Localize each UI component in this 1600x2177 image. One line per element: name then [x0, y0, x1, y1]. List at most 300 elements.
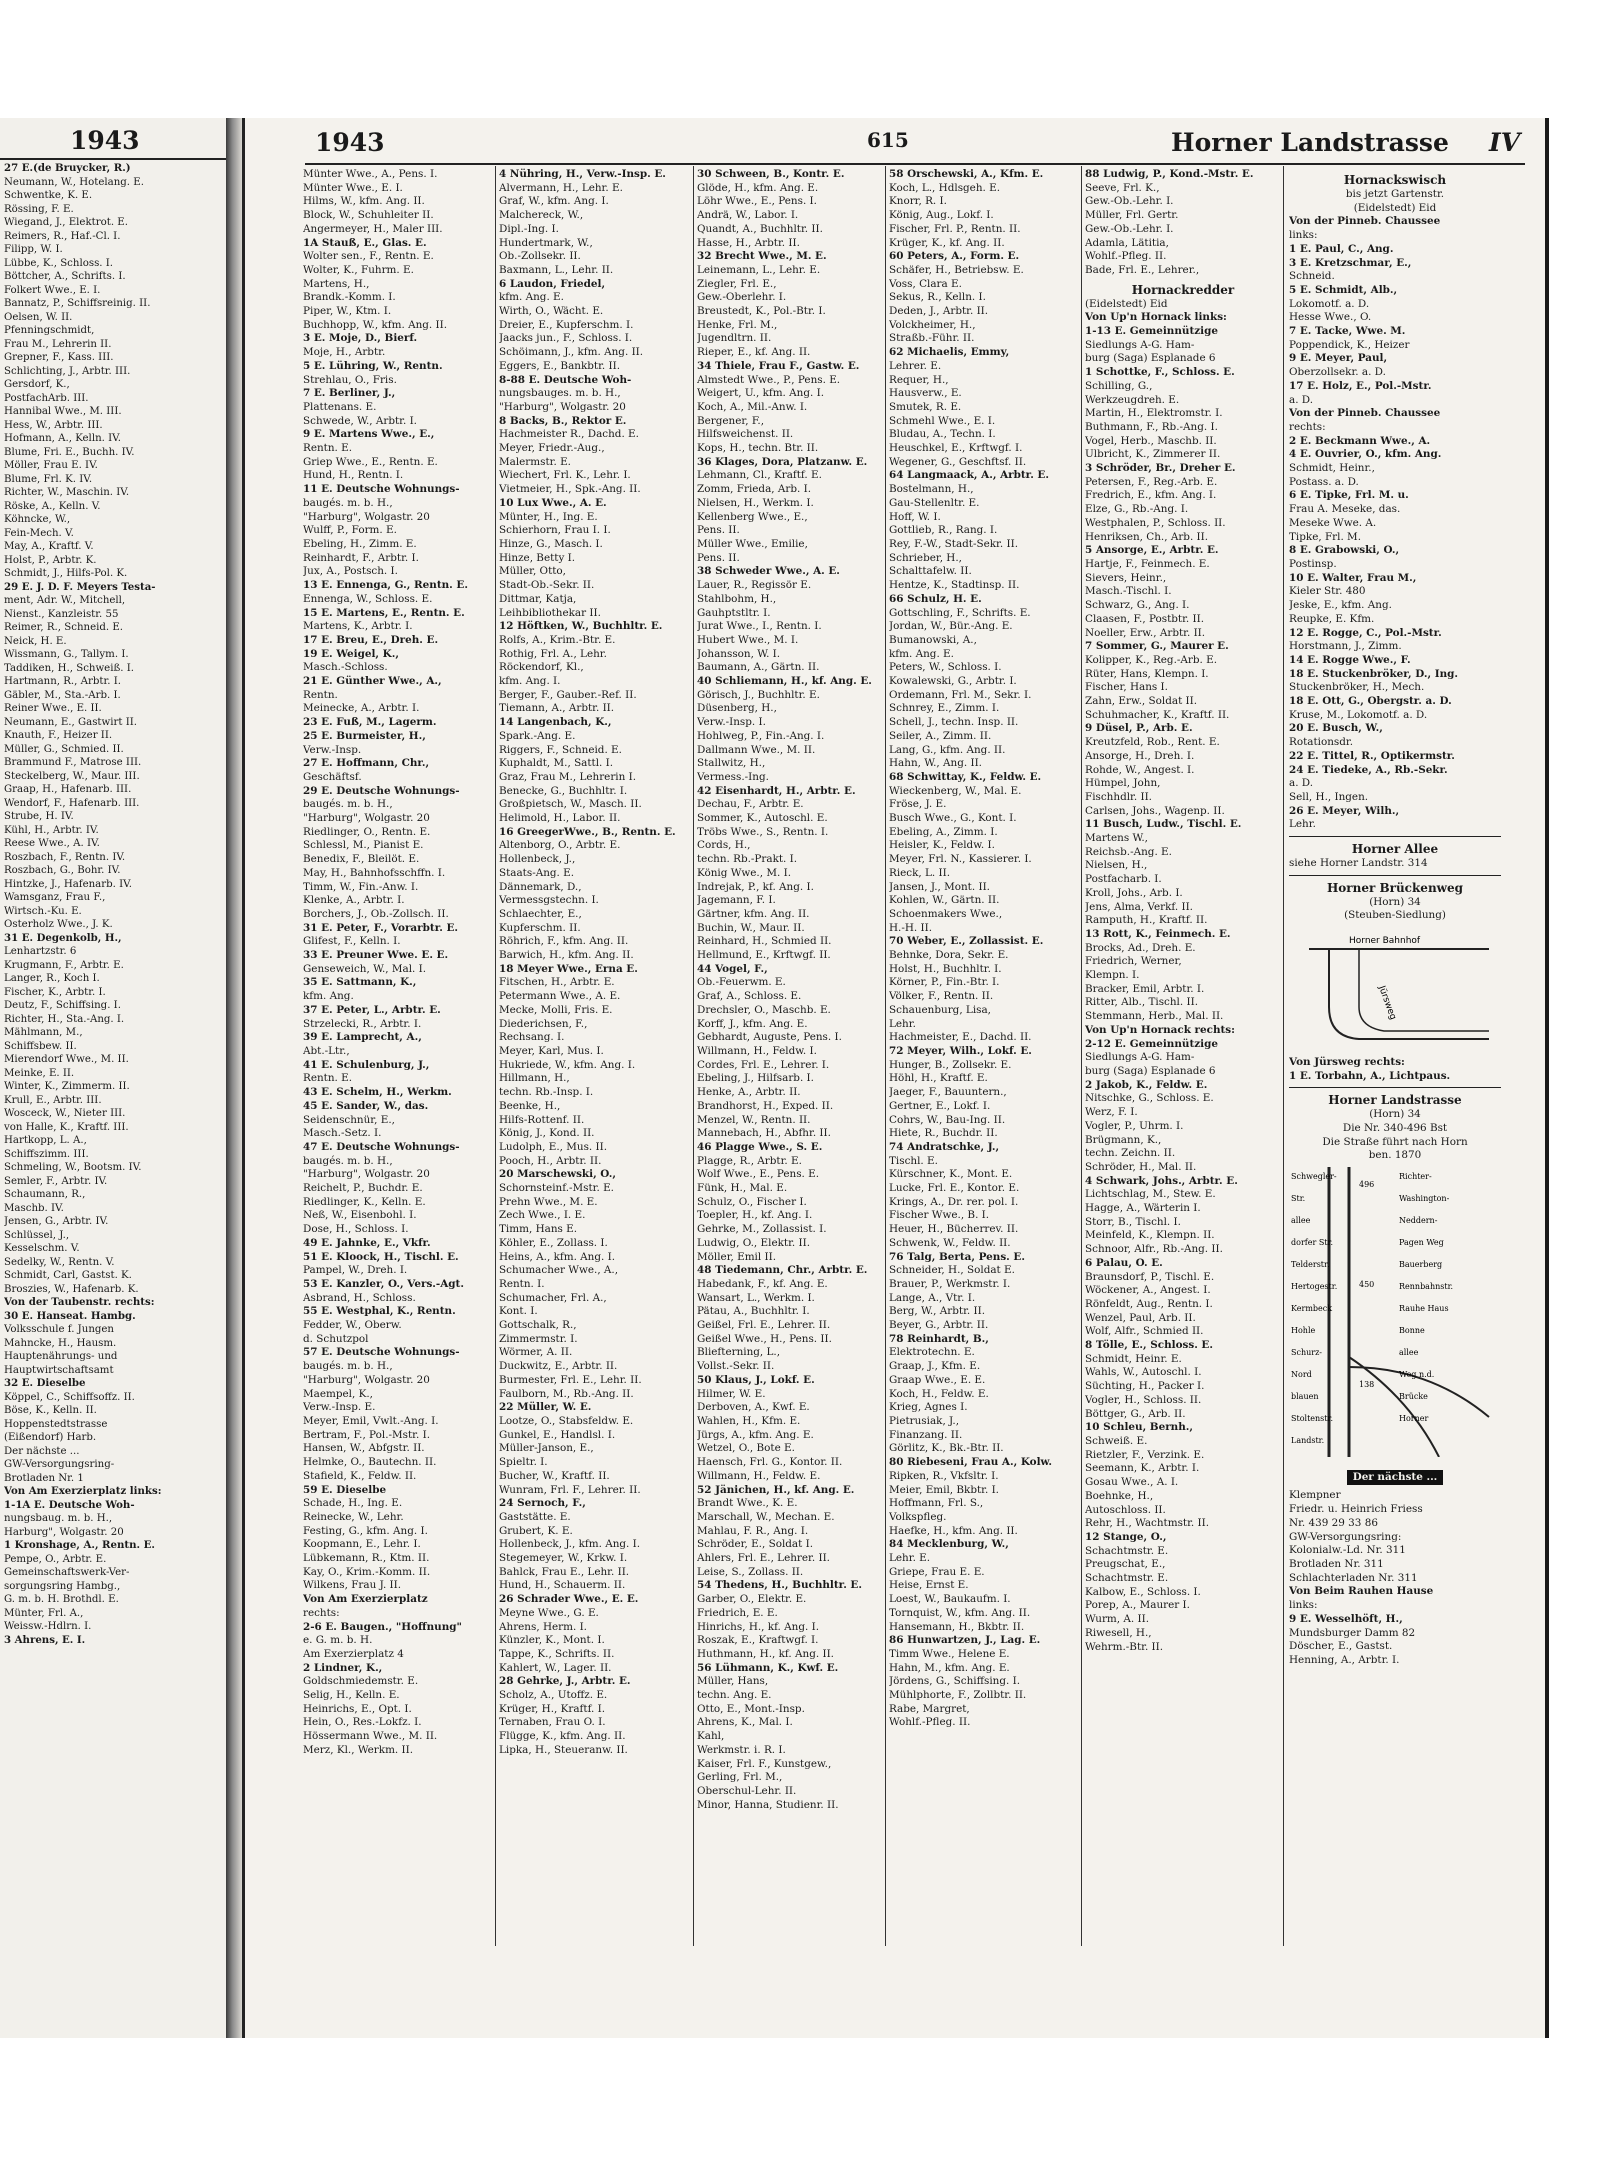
entry-line: Timm, Hans E. — [499, 1223, 578, 1236]
entry-line: Werkzeugdreh. E. — [1085, 393, 1180, 406]
entry-line: Griepe, Frau E. E. — [889, 1565, 985, 1578]
left-page-column — [4, 162, 222, 1942]
entry-line: Rentn. — [303, 688, 338, 701]
entry-line: Rabe, Margret, — [889, 1702, 970, 1715]
entry-line: Brandk.-Komm. I. — [303, 291, 396, 304]
entry-line: 15 E. Martens, E., Rentn. E. — [303, 606, 465, 619]
entry-line: Wenzel, Paul, Arb. II. — [1085, 1311, 1196, 1324]
entry-line: 39 E. Lamprecht, A., — [303, 1031, 422, 1044]
entry-line: Schulz, O., Fischer I. — [697, 1195, 807, 1208]
entry-line: Schwenk, W., Feldw. II. — [889, 1236, 1011, 1249]
entry-line: Beenke, H., — [499, 1099, 561, 1112]
entry-line: 43 E. Schelm, H., Werkm. — [303, 1086, 452, 1099]
entry-line: Lootze, O., Stabsfeldw. E. — [499, 1414, 634, 1427]
entry-line: Almstedt Wwe., P., Pens. E. — [697, 373, 841, 386]
entry-line: Barwich, H., kfm. Ang. II. — [499, 949, 634, 962]
entry-line: 11 Busch, Ludw., Tischl. E. — [1085, 818, 1242, 831]
entry-line: König Wwe., M. I. — [697, 866, 791, 879]
directory-column-2 — [499, 168, 691, 1948]
entry-line: Behnke, Dora, Sekr. E. — [889, 949, 1009, 962]
entry-line: Hintzke, J., Hafenarb. IV. — [4, 878, 132, 890]
entry-line: Krull, E., Arbtr. III. — [4, 1094, 102, 1106]
entry-line: Gebhardt, Auguste, Pens. I. — [697, 1031, 842, 1044]
entry-line: Gäbler, M., Sta.-Arb. I. — [4, 689, 121, 701]
entry-line: 35 E. Sattmann, K., — [303, 976, 417, 989]
entry-line: Münter, H., Ing. E. — [499, 510, 598, 523]
entry-line: Mählmann, M., — [4, 1027, 83, 1038]
entry-line: 16 GreegerWwe., B., Rentn. E. — [499, 825, 676, 838]
entry-line: Helmke, O., Bautechn. II. — [303, 1456, 437, 1469]
entry-line: 9 E. Meyer, Paul, — [1289, 352, 1388, 365]
map-label: Nord — [1291, 1370, 1312, 1380]
entry-line: Fedder, W., Oberw. — [303, 1319, 402, 1332]
map-label: Landstr. — [1291, 1436, 1325, 1446]
entry-line: Fröse, J. E. — [889, 798, 947, 811]
entry-line: 6 E. Tipke, Frl. M. u. — [1289, 489, 1409, 502]
entry-line: e. G. m. b. H. — [303, 1634, 373, 1647]
entry-line: Knorr, R. I. — [889, 195, 947, 208]
entry-line: Dännemark, D., — [499, 880, 582, 893]
entry-line: Frau M., Lehrerin II. — [4, 338, 112, 350]
entry-line: Hollenbeck, J., kfm. Ang. I. — [499, 1538, 641, 1551]
entry-line: Ennenga, W., Schloss. E. — [303, 592, 433, 605]
map-label: allee — [1291, 1216, 1311, 1226]
entry-line: Brotladen Nr. 311 — [1289, 1558, 1384, 1570]
entry-line: Beyer, G., Arbtr. II. — [889, 1319, 989, 1332]
entry-line: 6 Palau, O. E. — [1085, 1256, 1163, 1269]
entry-line: Sievers, Heinr., — [1085, 571, 1167, 584]
entry-line: Broszies, W., Hafenarb. K. — [4, 1283, 139, 1295]
entry-line: Rössing, F. E. — [4, 203, 74, 215]
entry-line: Fischer, K., Arbtr. I. — [4, 986, 106, 998]
entry-line: Graf, W., kfm. Ang. I. — [499, 195, 609, 208]
entry-line: 7 Sommer, G., Maurer E. — [1085, 640, 1229, 653]
entry-line: 59 E. Dieselbe — [303, 1483, 387, 1496]
entry-line: Lenhartzstr. 6 — [4, 946, 77, 957]
entry-line: Baumann, A., Gärtn. II. — [697, 661, 820, 674]
entry-line: Meier, Emil, Bkbtr. I. — [889, 1483, 999, 1496]
entry-line: Künzler, K., Mont. I. — [499, 1634, 605, 1647]
street-map-horner-landstrasse — [1289, 1167, 1499, 1457]
entry-line: Porep, A., Maurer I. — [1085, 1599, 1190, 1612]
entry-line: Schöimann, J., kfm. Ang. II. — [499, 346, 644, 359]
entry-line: 29 E. Deutsche Wohnungs- — [303, 784, 460, 797]
entry-line: Krugmann, F., Arbtr. E. — [4, 959, 124, 971]
entry-line: Brügmann, K., — [1085, 1133, 1162, 1146]
entry-line: Jurat Wwe., I., Rentn. I. — [697, 620, 822, 633]
entry-line: Holst, P., Arbtr. K. — [4, 554, 97, 566]
entry-line: Tröbs Wwe., S., Rentn. I. — [697, 825, 829, 838]
entry-line: Jeske, E., kfm. Ang. — [1289, 599, 1392, 612]
entry-line: Schwentke, K. E. — [4, 190, 93, 201]
entry-line: Böttcher, A., Schrifts. I. — [4, 271, 126, 282]
entry-line: Pietrusiak, J., — [889, 1414, 960, 1427]
entry-line: Brandt Wwe., K. E. — [697, 1497, 798, 1510]
entry-line: 8 E. Grabowski, O., — [1289, 544, 1400, 557]
entry-line: Schlaechter, E., — [499, 907, 582, 920]
entry-line: 3 Ahrens, E. I. — [4, 1633, 86, 1646]
entry-line: Hubert Wwe., M. I. — [697, 633, 799, 646]
entry-line: Jugendltrn. II. — [697, 332, 772, 345]
entry-line: Kay, O., Krim.-Komm. II. — [303, 1565, 431, 1578]
entry-line: Röske, A., Kelln. V. — [4, 500, 101, 512]
entry-line: Glöde, H., kfm. Ang. E. — [697, 181, 819, 194]
entry-line: Reese Wwe., A. IV. — [4, 838, 100, 849]
entry-line: 7 E. Berliner, J., — [303, 387, 396, 400]
entry-line: Lehmann, Cl., Kraftf. E. — [697, 469, 822, 482]
entry-line: Sekus, R., Kelln. I. — [889, 291, 986, 304]
entry-line: Cohrs, W., Bau-Ing. II. — [889, 1113, 1006, 1126]
entry-line: 45 E. Sander, W., das. — [303, 1099, 429, 1112]
entry-line: Bahlck, Frau E., Lehr. II. — [499, 1565, 630, 1578]
entry-line: 26 E. Meyer, Wilh., — [1289, 804, 1400, 817]
map-label: Telderstr. — [1291, 1260, 1330, 1270]
entry-line: 22 Müller, W. E. — [499, 1401, 592, 1414]
entry-line: Plagge, R., Arbtr. E. — [697, 1154, 802, 1167]
entry-line: Berg, W., Arbtr. II. — [889, 1305, 986, 1318]
entry-line: Richter, W., Maschin. IV. — [4, 487, 130, 498]
entry-line: Hachmeister R., Dachd. E. — [499, 428, 639, 441]
entry-line: Rieper, E., kf. Ang. II. — [697, 346, 811, 359]
map-label: Weg n.d. — [1399, 1370, 1435, 1380]
map-house-number: 450 — [1359, 1280, 1375, 1290]
entry-line: Jansen, J., Mont. II. — [889, 880, 990, 893]
entry-line: Kesselschm. V. — [4, 1243, 80, 1254]
column-divider — [1283, 166, 1284, 1946]
entry-line: Zahn, Erw., Soldat II. — [1085, 695, 1198, 708]
entry-line: Rentn. E. — [303, 442, 353, 455]
entry-line: Heuer, H., Bücherrev. II. — [889, 1223, 1019, 1236]
entry-line: Neumann, W., Hotelang. E. — [4, 176, 144, 188]
entry-line: Pooch, H., Arbtr. II. — [499, 1154, 602, 1167]
entry-line: Stahlbohm, H., — [697, 592, 777, 605]
entry-line: Von Up'n Hornack rechts: — [1085, 1023, 1235, 1036]
entry-line: Faulborn, M., Rb.-Ang. II. — [499, 1387, 634, 1400]
entry-line: Wolter sen., F., Rentn. E. — [303, 250, 434, 263]
entry-line: Ludolph, E., Mus. II. — [499, 1140, 608, 1153]
entry-line: Straßb.-Führ. II. — [889, 332, 975, 345]
entry-line: Cords, H., — [697, 839, 751, 852]
entry-line: Vermessgstechn. I. — [499, 894, 599, 907]
entry-line: Wehrm.-Btr. II. — [1085, 1640, 1164, 1653]
entry-line: Röhrich, F., kfm. Ang. II. — [499, 935, 629, 948]
entry-line: Mühlphorte, F., Zollbtr. II. — [889, 1689, 1027, 1702]
entry-line: 24 E. Tiedeke, A., Rb.-Sekr. — [1289, 763, 1448, 776]
entry-line: Neumann, E., Gastwirt II. — [4, 716, 137, 728]
entry-line: Siedlungs A-G. Ham- — [1085, 338, 1195, 351]
entry-line: Baxmann, L., Lehr. II. — [499, 263, 614, 276]
entry-line: Hein, O., Res.-Lokfz. I. — [303, 1716, 422, 1729]
entry-line: Altenborg, O., Arbtr. E. — [499, 839, 621, 852]
entry-line: Jördens, G., Schiffsing. I. — [889, 1675, 1021, 1688]
entry-line: Martens, H., — [303, 277, 370, 290]
entry-line: Kolonialw.-Ld. Nr. 311 — [1289, 1544, 1406, 1557]
entry-line: ben. 1870 — [1368, 1149, 1422, 1162]
entry-line: Mierendorf Wwe., M. II. — [4, 1054, 129, 1065]
entry-line: May, A., Kraftf. V. — [4, 541, 94, 552]
entry-line: Hilmer, W. E. — [697, 1387, 766, 1400]
entry-line: Wieckenberg, W., Mal. E. — [889, 784, 1022, 797]
entry-line: Schilling, G., — [1085, 379, 1153, 392]
entry-line: 52 Jänichen, H., kf. Ang. E. — [697, 1483, 855, 1496]
entry-line: links: — [1289, 229, 1318, 242]
entry-line: 17 E. Holz, E., Pol.-Mstr. — [1289, 379, 1432, 392]
entry-line: Bludau, A., Techn. I. — [889, 428, 996, 441]
entry-line: Hillmann, H., — [499, 1072, 570, 1085]
entry-line: Staats-Ang. E. — [499, 866, 575, 879]
section-title-horner-brueckenweg: Horner Brückenweg — [1326, 880, 1464, 895]
entry-line: 11 E. Deutsche Wohnungs- — [303, 483, 460, 496]
entry-line: Großpietsch, W., Masch. II. — [499, 798, 642, 811]
entry-line: 10 Schleu, Bernh., — [1085, 1421, 1194, 1434]
entry-line: Hiete, R., Buchdr. II. — [889, 1127, 998, 1140]
entry-line: Scholz, A., Utoffz. E. — [499, 1689, 608, 1702]
entry-line: (Steuben-Siedlung) — [1344, 909, 1446, 922]
entry-line: Lehr. — [1289, 818, 1316, 831]
entry-line: Bostelmann, H., — [889, 483, 974, 496]
entry-line: Süchting, H., Packer I. — [1085, 1380, 1205, 1393]
entry-line: Gosau Wwe., A. I. — [1085, 1476, 1179, 1489]
entry-line: Köhncke, W., — [4, 514, 71, 525]
entry-line: Nielsen, H., Werkm. I. — [697, 496, 814, 509]
entry-line: Stemmann, Herb., Mal. II. — [1085, 1010, 1224, 1023]
entry-line: Hümpel, John, — [1085, 777, 1161, 790]
map-label: Bonne — [1399, 1326, 1425, 1336]
entry-line: Hund, H., Rentn. I. — [303, 469, 404, 482]
entry-line: Meinke, E. II. — [4, 1067, 75, 1079]
entry-line: 1 Kronshage, A., Rentn. E. — [4, 1539, 155, 1551]
entry-line: Hössermann Wwe., M. II. — [303, 1730, 438, 1743]
entry-line: kfm. Ang. E. — [499, 291, 564, 304]
entry-line: Jensen, G., Arbtr. IV. — [4, 1216, 109, 1227]
entry-line: Riedlinger, O., Rentn. E. — [303, 825, 431, 838]
entry-line: 74 Andratschke, J., — [889, 1140, 1000, 1153]
entry-line: Breustedt, K., Pol.-Btr. I. — [697, 305, 826, 318]
entry-line: Gaststätte. E. — [499, 1510, 571, 1523]
entry-line: Gertner, E., Lokf. I. — [889, 1099, 991, 1112]
entry-line: Lehr. — [889, 1017, 916, 1030]
entry-line: 7 E. Tacke, Wwe. M. — [1289, 325, 1406, 338]
map-label: Neddern- — [1399, 1216, 1438, 1226]
entry-line: 64 Langmaack, A., Arbtr. E. — [889, 469, 1049, 482]
entry-line: Lichtschlag, M., Stew. E. — [1085, 1188, 1216, 1201]
entry-line: nungsbauges. m. b. H., — [499, 387, 621, 400]
map-label: blauen — [1291, 1392, 1319, 1402]
entry-line: 19 E. Weigel, K., — [303, 647, 399, 660]
entry-line: 8-88 E. Deutsche Woh- — [499, 373, 632, 386]
entry-line: Boehnke, H., — [1085, 1489, 1154, 1502]
entry-line: Vollst.-Sekr. II. — [697, 1360, 775, 1373]
entry-line: Gerling, Frl. M., — [697, 1771, 783, 1784]
entry-line: Buthmann, F., Rb.-Ang. I. — [1085, 420, 1218, 433]
entry-line: Flügge, K., kfm. Ang. II. — [499, 1730, 626, 1743]
entry-line: Klenke, A., Arbtr. I. — [303, 894, 405, 907]
entry-line: Hesse Wwe., O. — [1289, 311, 1372, 324]
entry-line: Indrejak, P., kf. Ang. I. — [697, 880, 814, 893]
entry-line: H.-H. II. — [889, 921, 933, 934]
map-label: Hertogestr. — [1291, 1282, 1338, 1292]
entry-line: Rothig, Frl. A., Lehr. — [499, 647, 607, 660]
entry-line: König, J., Kond. II. — [499, 1127, 595, 1140]
entry-line: Wolf Wwe., E., Pens. E. — [697, 1168, 820, 1181]
entry-line: Timm Wwe., Helene E. — [889, 1647, 1010, 1660]
entry-line: Schlachterladen Nr. 311 — [1289, 1571, 1418, 1584]
entry-line: Schauenburg, Lisa, — [889, 1003, 991, 1016]
entry-line: Elektrotechn. E. — [889, 1346, 975, 1359]
entry-line: Willmann, H., Feldw. I. — [697, 1045, 817, 1057]
entry-line: 33 E. Preuner Wwe. E. E. — [303, 949, 449, 962]
entry-line: 5 E. Lühring, W., Rentn. — [303, 359, 443, 372]
entry-line: Hilms, W., kfm. Ang. II. — [303, 195, 425, 208]
entry-line: burg (Saga) Esplanade 6 — [1085, 1065, 1216, 1077]
entry-line: "Harburg", Wolgastr. 20 — [499, 400, 626, 413]
entry-line: Geschäftsf. — [303, 770, 362, 783]
entry-line: 41 E. Schulenburg, J., — [303, 1058, 430, 1071]
entry-line: Tiemann, A., Arbtr. II. — [499, 702, 615, 715]
entry-line: Gersdorf, K., — [4, 379, 70, 390]
entry-line: 10 E. Walter, Frau M., — [1289, 571, 1417, 584]
entry-line: Körner, P., Fin.-Btr. I. — [889, 976, 1000, 989]
entry-line: Ahrens, K., Mal. I. — [697, 1716, 793, 1729]
entry-line: 3 E. Kretzschmar, E., — [1289, 256, 1412, 269]
entry-line: Schiffszimm. III. — [4, 1148, 89, 1160]
entry-line: Abt.-Ltr., — [303, 1045, 350, 1057]
entry-line: Reinhardt, F., Arbtr. I. — [303, 551, 419, 564]
entry-line: Werkmstr. i. R. I. — [697, 1743, 786, 1756]
entry-line: Die Straße führt nach Horn — [1322, 1135, 1468, 1148]
entry-line: Lipka, H., Steueranw. II. — [499, 1743, 628, 1756]
map-house-number: 496 — [1359, 1180, 1375, 1190]
entry-line: Rieck, L. II. — [889, 866, 951, 879]
entry-line: 12 Stange, O., — [1085, 1530, 1167, 1543]
entry-line: Postfacharb. I. — [1085, 873, 1162, 886]
entry-line: Bergener, F., — [697, 414, 765, 427]
entry-line: Heins, A., kfm. Ang. I. — [499, 1250, 616, 1263]
entry-line: Meyer, Karl, Mus. I. — [499, 1045, 604, 1057]
entry-line: 50 Klaus, J., Lokf. E. — [697, 1373, 815, 1386]
entry-line: d. Schutzpol — [303, 1332, 369, 1345]
entry-line: Martens W., — [1085, 832, 1148, 845]
entry-line: Requer, H., — [889, 373, 949, 386]
entry-line: Hachmeister, E., Dachd. II. — [889, 1031, 1032, 1044]
entry-line: Kreutzfeld, Rob., Rent. E. — [1085, 736, 1220, 749]
entry-line: 68 Schwittay, K., Feldw. E. — [889, 770, 1042, 783]
left-page-year: 1943 — [70, 126, 140, 155]
entry-line: Dipl.-Ing. I. — [499, 222, 559, 235]
entry-line: 30 Schween, B., Kontr. E. — [697, 168, 845, 180]
entry-line: Düsenberg, H., — [697, 702, 777, 715]
entry-line: Blume, Fri. E., Buchh. IV. — [4, 446, 135, 458]
entry-line: Knauth, F., Heizer II. — [4, 730, 113, 741]
entry-line: links: — [1289, 1599, 1318, 1612]
entry-line: rechts: — [1289, 420, 1326, 433]
entry-line: Ob.-Zollsekr. II. — [499, 250, 581, 263]
entry-line: Spieltr. I. — [499, 1456, 548, 1469]
book-gutter — [226, 118, 242, 2038]
entry-line: Rüter, Hans, Klempn. I. — [1085, 667, 1209, 680]
entry-line: Seemann, K., Arbtr. I. — [1085, 1462, 1200, 1475]
entry-line: baugés. m. b. H., — [303, 496, 393, 509]
section-rule — [1289, 836, 1501, 837]
entry-line: Verw.-Insp. I. — [697, 716, 766, 729]
entry-line: Petermann Wwe., A. E. — [499, 990, 621, 1003]
entry-line: Ahlers, Frl. E., Lehrer. II. — [697, 1552, 830, 1565]
section-title-horner-landstrasse: Horner Landstrasse — [1328, 1093, 1462, 1108]
entry-line: Lehrer. E. — [889, 359, 942, 372]
entry-line: Preugschat, E., — [1085, 1558, 1166, 1571]
entry-line: Timm, W., Fin.-Anw. I. — [303, 880, 419, 893]
entry-line: Schweiß. E. — [1085, 1434, 1148, 1447]
entry-line: 9 E. Wesselhöft, H., — [1289, 1612, 1403, 1625]
entry-line: Gottschalk, R., — [499, 1319, 577, 1332]
entry-line: Schlüssel, J., — [4, 1229, 70, 1241]
entry-line: Loest, W., Baukaufm. I. — [889, 1593, 1011, 1606]
entry-line: Müller Wwe., Emilie, — [697, 537, 808, 550]
entry-line: Meyne Wwe., G. E. — [499, 1606, 599, 1619]
entry-line: Buchin, W., Maur. II. — [697, 921, 805, 934]
entry-line: Autoschloss. II. — [1085, 1503, 1166, 1516]
entry-line: Hess, W., Arbtr. III. — [4, 419, 103, 431]
map-label: Brücke — [1399, 1392, 1428, 1402]
entry-line: Goldschmiedemstr. E. — [303, 1675, 419, 1688]
entry-line: Merz, Kl., Werkm. II. — [303, 1743, 414, 1756]
entry-line: Genseweich, W., Mal. I. — [303, 962, 427, 975]
entry-line: kfm. Ang. — [303, 990, 354, 1003]
entry-line: Reupke, E. Kfm. — [1289, 612, 1375, 625]
entry-line: Sommer, K., Autoschl. E. — [697, 812, 828, 825]
entry-line: Schell, J., techn. Insp. II. — [889, 716, 1019, 729]
entry-line: Pens. II. — [697, 524, 740, 537]
entry-line: Schröder, E., Soldat I. — [697, 1538, 814, 1551]
entry-line: Horstmann, J., Zimm. — [1289, 640, 1402, 653]
entry-line: Bracker, Emil, Arbtr. I. — [1085, 982, 1205, 995]
entry-line: Fein-Mech. V. — [4, 527, 74, 539]
entry-line: Rentn. E. — [303, 1072, 353, 1085]
entry-line: Müller, G., Schmied. II. — [4, 743, 124, 755]
entry-line: 28 Gehrke, J., Arbtr. E. — [499, 1675, 631, 1688]
entry-line: Böttger, G., Arb. II. — [1085, 1407, 1186, 1420]
column-divider — [495, 166, 496, 1946]
entry-line: Bertram, F., Pol.-Mstr. I. — [303, 1428, 430, 1441]
entry-line: Hilfsweichenst. II. — [697, 428, 794, 441]
entry-line: Friedrich, E. E. — [697, 1606, 778, 1619]
entry-line: Tornquist, W., kfm. Ang. II. — [889, 1606, 1031, 1619]
entry-line: Geißel Wwe., H., Pens. II. — [697, 1332, 832, 1345]
entry-line: Hansen, W., Abfgstr. II. — [303, 1442, 425, 1455]
entry-line: 84 Mecklenburg, W., — [889, 1538, 1009, 1551]
entry-line: Stafield, K., Feldw. II. — [303, 1469, 417, 1482]
entry-line: 1 E. Paul, C., Ang. — [1289, 242, 1394, 255]
map-label: Kermbeck — [1291, 1304, 1333, 1314]
entry-line: Wirtsch.-Ku. E. — [4, 905, 82, 917]
entry-line: Seiler, A., Zimm. II. — [889, 729, 992, 742]
entry-line: Ludwig, O., Elektr. II. — [697, 1236, 811, 1249]
entry-line: Derboven, A., Kwf. E. — [697, 1401, 810, 1414]
entry-line: Reimers, R., Haf.-Cl. I. — [4, 230, 121, 242]
entry-line: baugés. m. b. H., — [303, 798, 393, 811]
entry-line: 48 Tiedemann, Chr., Arbtr. E. — [697, 1264, 868, 1277]
entry-line: Strube, H. IV. — [4, 811, 74, 822]
entry-line: Stuckenbröker, H., Mech. — [1289, 681, 1425, 694]
entry-line: Schmeling, W., Bootsm. IV. — [4, 1162, 142, 1173]
entry-line: Riwesell, H., — [1085, 1626, 1152, 1639]
entry-line: "Harburg", Wolgastr. 20 — [303, 812, 430, 825]
entry-line: Smutek, R. E. — [889, 400, 962, 413]
entry-line: Hinze, G., Masch. I. — [499, 537, 603, 550]
entry-line: Borchers, J., Ob.-Zollsch. II. — [303, 907, 449, 920]
entry-line: Brandhorst, H., Exped. II. — [697, 1099, 834, 1112]
entry-line: Claasen, F., Postbtr. II. — [1085, 612, 1205, 625]
